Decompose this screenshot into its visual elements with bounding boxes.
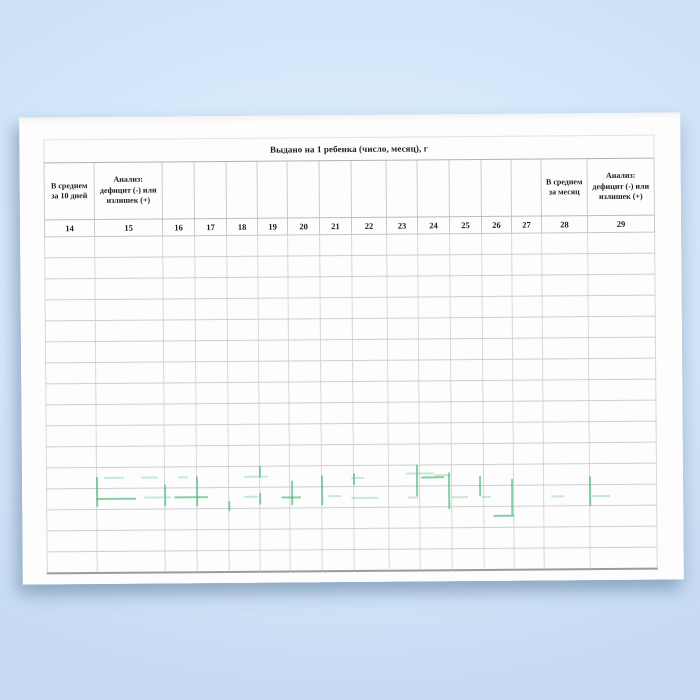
empty-data-cell [352,255,387,276]
empty-data-cell [512,254,542,275]
empty-data-cell [544,527,590,548]
empty-data-cell [320,276,352,297]
empty-data-cell [96,446,164,468]
empty-data-cell [512,233,542,254]
empty-data-cell [195,277,227,298]
empty-data-cell [512,296,542,317]
empty-data-cell [227,277,258,298]
empty-data-cell [354,528,389,549]
column-number-cell-21: 21 [319,217,351,234]
column-headers-row [44,158,654,220]
empty-data-cell [46,363,96,384]
empty-data-cell [450,233,482,254]
empty-data-cell [195,298,227,319]
empty-data-cell [483,401,513,422]
empty-data-cell [290,508,322,529]
empty-data-cell [450,317,482,338]
empty-data-cell [543,380,589,401]
empty-data-cell [420,507,452,528]
empty-data-cell [227,319,258,340]
empty-data-cell [163,236,195,257]
table-row [47,547,657,573]
empty-data-cell [542,296,588,317]
column-header-cell-27 [511,159,541,216]
column-header-cell-25 [449,159,481,216]
empty-data-cell [588,274,655,296]
column-header-cell-21 [319,160,351,217]
empty-data-cell [196,445,228,466]
empty-data-cell [47,531,97,552]
empty-data-cell [544,506,590,527]
empty-data-cell [165,488,197,509]
empty-data-cell [163,320,195,341]
empty-data-cell [46,405,96,426]
empty-data-cell [47,552,97,574]
empty-data-cell [321,360,353,381]
table-title: Выдано на 1 ребенка (число, месяц), г [44,135,654,163]
column-header-cell-20 [287,161,319,218]
empty-data-cell [542,233,588,254]
empty-data-cell [258,298,288,319]
empty-data-cell [260,529,290,550]
empty-data-cell [418,255,450,276]
empty-data-cell [354,507,389,528]
empty-data-cell [452,485,484,506]
empty-data-cell [289,466,321,487]
empty-data-cell [513,359,543,380]
column-number-cell-28: 28 [541,216,587,233]
column-number-cell-27: 27 [511,216,541,233]
empty-data-cell [259,382,289,403]
empty-data-cell [45,321,95,342]
empty-data-cell [320,297,352,318]
empty-data-cell [288,298,320,319]
empty-data-cell [95,341,163,363]
empty-data-cell [389,486,420,507]
empty-data-cell [322,549,354,571]
empty-data-cell [420,486,452,507]
column-number-cell-29: 29 [587,215,654,233]
column-header-cell-29: Анализ: дефицит (-) или излишек (+) [587,158,654,216]
empty-data-cell [483,380,513,401]
empty-data-cell [288,277,320,298]
empty-data-cell [45,237,95,258]
empty-data-cell [260,508,290,529]
empty-data-cell [590,547,657,569]
empty-data-cell [419,360,451,381]
empty-data-cell [228,403,259,424]
empty-data-cell [387,318,418,339]
empty-data-cell [483,443,513,464]
empty-data-cell [321,465,353,486]
empty-data-cell [228,382,259,403]
empty-data-cell [96,362,164,384]
column-header-cell-17 [194,161,226,218]
empty-data-cell [290,487,322,508]
empty-data-cell [196,403,228,424]
empty-data-cell [229,550,260,572]
empty-data-cell [321,381,353,402]
empty-data-cell [259,445,289,466]
empty-data-cell [589,463,656,485]
empty-data-cell [482,233,512,254]
empty-data-cell [484,527,514,548]
empty-data-cell [229,529,260,550]
empty-data-cell [165,509,197,530]
empty-data-cell [163,299,195,320]
empty-data-cell [227,256,258,277]
column-number-cell-24: 24 [417,217,449,234]
empty-data-cell [418,318,450,339]
empty-data-cell [289,382,321,403]
empty-data-cell [543,401,589,422]
empty-data-cell [45,300,95,321]
empty-data-cell [388,465,419,486]
empty-data-cell [482,254,512,275]
empty-data-cell [352,234,387,255]
empty-data-cell [451,380,483,401]
empty-data-cell [321,402,353,423]
empty-data-cell [258,235,288,256]
empty-data-cell [321,423,353,444]
empty-data-cell [513,464,543,485]
empty-data-cell [450,296,482,317]
empty-data-cell [543,464,589,485]
empty-data-cell [353,465,388,486]
empty-data-cell [259,466,289,487]
empty-data-cell [418,339,450,360]
empty-data-cell [451,422,483,443]
empty-data-cell [164,404,196,425]
empty-data-cell [484,485,514,506]
empty-data-cell [96,467,164,489]
empty-data-cell [352,297,387,318]
empty-data-cell [229,508,260,529]
empty-data-cell [513,401,543,422]
empty-data-cell [450,275,482,296]
empty-data-cell [590,505,657,527]
empty-data-cell [97,530,165,552]
column-header-cell-14: В среднем за 10 дней [44,163,94,220]
empty-data-cell [450,338,482,359]
empty-data-cell [451,359,483,380]
column-number-cell-23: 23 [386,217,417,234]
empty-data-cell [289,403,321,424]
empty-data-cell [420,549,452,571]
empty-data-cell [484,548,514,570]
empty-data-cell [197,550,229,572]
empty-data-cell [354,549,389,571]
empty-data-cell [96,425,164,447]
empty-data-cell [483,359,513,380]
column-header-cell-15: Анализ: дефицит (-) или излишек (+) [94,162,162,220]
column-header-cell-23 [386,160,417,217]
empty-data-cell [419,444,451,465]
empty-data-cell [164,467,196,488]
empty-data-cell [195,235,227,256]
empty-data-cell [542,317,588,338]
empty-data-cell [353,402,388,423]
empty-data-cell [352,276,387,297]
empty-data-cell [513,422,543,443]
empty-data-cell [353,360,388,381]
empty-data-cell [96,383,164,405]
empty-data-cell [46,468,96,489]
empty-data-cell [227,298,258,319]
empty-data-cell [353,381,388,402]
empty-data-cell [164,425,196,446]
column-header-cell-18 [226,161,257,218]
empty-data-cell [418,297,450,318]
empty-data-cell [196,361,228,382]
empty-data-cell [388,402,419,423]
empty-data-cell [45,279,95,300]
empty-data-cell [451,464,483,485]
empty-data-cell [452,527,484,548]
empty-data-cell [387,339,418,360]
empty-data-cell [97,551,165,573]
empty-data-cell [195,319,227,340]
empty-data-cell [164,362,196,383]
empty-data-cell [197,508,229,529]
empty-data-cell [163,257,195,278]
empty-data-cell [450,254,482,275]
empty-data-cell [196,382,228,403]
empty-data-cell [289,361,321,382]
green-ink-annotations [19,112,680,117]
empty-data-cell [95,320,163,342]
empty-data-cell [388,360,419,381]
empty-data-cell [451,401,483,422]
empty-data-cell [543,359,589,380]
nutrition-norms-table [43,135,657,575]
empty-data-cell [258,319,288,340]
empty-data-cell [95,257,163,279]
empty-data-cell [513,443,543,464]
empty-data-cell [354,486,389,507]
column-number-cell-20: 20 [287,218,319,235]
empty-data-cell [195,340,227,361]
empty-data-cell [259,361,289,382]
empty-data-cell [288,235,320,256]
empty-data-cell [197,487,229,508]
empty-data-cell [352,318,387,339]
empty-data-cell [388,423,419,444]
empty-data-cell [320,318,352,339]
empty-data-cell [258,256,288,277]
empty-data-cell [96,404,164,426]
empty-data-cell [353,444,388,465]
empty-data-cell [45,342,95,363]
empty-data-cell [288,256,320,277]
column-header-cell-22 [351,160,386,217]
empty-data-cell [389,507,420,528]
empty-data-cell [389,549,420,571]
empty-data-cell [259,424,289,445]
empty-data-cell [419,402,451,423]
empty-data-cell [418,276,450,297]
empty-data-cell [589,442,656,464]
empty-data-cell [258,340,288,361]
empty-data-cell [196,466,228,487]
empty-data-cell [544,548,590,570]
empty-data-cell [321,444,353,465]
empty-data-cell [452,506,484,527]
column-header-cell-24 [417,160,449,217]
column-header-cell-28: В среднем за месяц [541,159,587,216]
column-header-cell-26 [481,159,511,216]
empty-data-cell [482,317,512,338]
empty-data-cell [420,528,452,549]
column-number-cell-18: 18 [226,218,257,235]
empty-data-cell [483,464,513,485]
empty-data-cell [589,400,656,422]
empty-data-cell [512,338,542,359]
empty-data-cell [320,255,352,276]
empty-data-cell [589,379,656,401]
empty-data-cell [46,447,96,468]
empty-data-cell [544,485,590,506]
empty-data-cell [389,528,420,549]
empty-data-cell [97,509,165,531]
empty-data-cell [322,507,354,528]
empty-data-cell [288,340,320,361]
empty-data-cell [228,424,259,445]
empty-data-cell [258,277,288,298]
empty-data-cell [388,444,419,465]
empty-data-cell [419,381,451,402]
empty-data-cell [512,275,542,296]
empty-data-cell [97,488,165,510]
empty-data-cell [588,316,655,338]
column-number-cell-26: 26 [481,216,511,233]
empty-data-cell [259,403,289,424]
empty-data-cell [227,235,258,256]
empty-data-cell [590,526,657,548]
empty-data-cell [164,446,196,467]
empty-data-cell [482,338,512,359]
empty-data-cell [542,275,588,296]
empty-data-cell [387,276,418,297]
empty-grid-rows [45,232,658,573]
empty-data-cell [288,319,320,340]
empty-data-cell [353,423,388,444]
empty-data-cell [289,445,321,466]
empty-data-cell [165,551,197,573]
empty-data-cell [228,445,259,466]
empty-data-cell [320,339,352,360]
empty-data-cell [588,253,655,275]
column-number-cell-17: 17 [194,218,226,235]
empty-data-cell [352,339,387,360]
empty-data-cell [163,341,195,362]
empty-data-cell [387,255,418,276]
empty-data-cell [419,423,451,444]
empty-data-cell [388,381,419,402]
empty-data-cell [195,256,227,277]
empty-data-cell [228,466,259,487]
empty-data-cell [46,384,96,405]
empty-data-cell [165,530,197,551]
empty-data-cell [514,548,544,570]
scanned-form-sheet [19,112,684,584]
empty-data-cell [197,529,229,550]
empty-data-cell [322,486,354,507]
empty-data-cell [589,421,656,443]
column-number-cell-19: 19 [257,218,287,235]
empty-data-cell [483,422,513,443]
empty-data-cell [387,297,418,318]
empty-data-cell [543,422,589,443]
empty-data-cell [95,278,163,300]
empty-data-cell [290,529,322,550]
empty-data-cell [196,424,228,445]
empty-data-cell [95,299,163,321]
empty-data-cell [543,443,589,464]
column-number-cell-15: 15 [94,219,162,237]
empty-data-cell [320,234,352,255]
empty-data-cell [387,234,418,255]
empty-data-cell [482,275,512,296]
empty-data-cell [513,380,543,401]
empty-data-cell [418,234,450,255]
empty-data-cell [45,258,95,279]
empty-data-cell [514,527,544,548]
empty-data-cell [588,337,655,359]
empty-data-cell [514,506,544,527]
empty-data-cell [512,317,542,338]
empty-data-cell [452,548,484,570]
column-number-cell-16: 16 [162,219,194,236]
empty-data-cell [419,465,451,486]
empty-data-cell [542,338,588,359]
empty-data-cell [47,510,97,531]
empty-data-cell [47,489,97,510]
empty-data-cell [260,487,290,508]
empty-data-cell [484,506,514,527]
empty-data-cell [228,361,259,382]
empty-data-cell [589,358,656,380]
column-header-cell-19 [257,161,287,218]
column-header-cell-16 [162,162,194,219]
empty-data-cell [322,528,354,549]
empty-data-cell [229,487,260,508]
empty-data-cell [514,485,544,506]
column-number-cell-14: 14 [44,220,94,237]
empty-data-cell [260,550,290,572]
empty-data-cell [227,340,258,361]
column-number-cell-22: 22 [351,217,386,234]
empty-data-cell [164,383,196,404]
column-number-cell-25: 25 [449,216,481,233]
empty-data-cell [289,424,321,445]
empty-data-cell [482,296,512,317]
empty-data-cell [46,426,96,447]
empty-data-cell [588,232,655,254]
empty-data-cell [588,295,655,317]
empty-data-cell [590,484,657,506]
empty-data-cell [290,550,322,572]
empty-data-cell [542,254,588,275]
empty-data-cell [451,443,483,464]
empty-data-cell [163,278,195,299]
empty-data-cell [95,236,163,258]
